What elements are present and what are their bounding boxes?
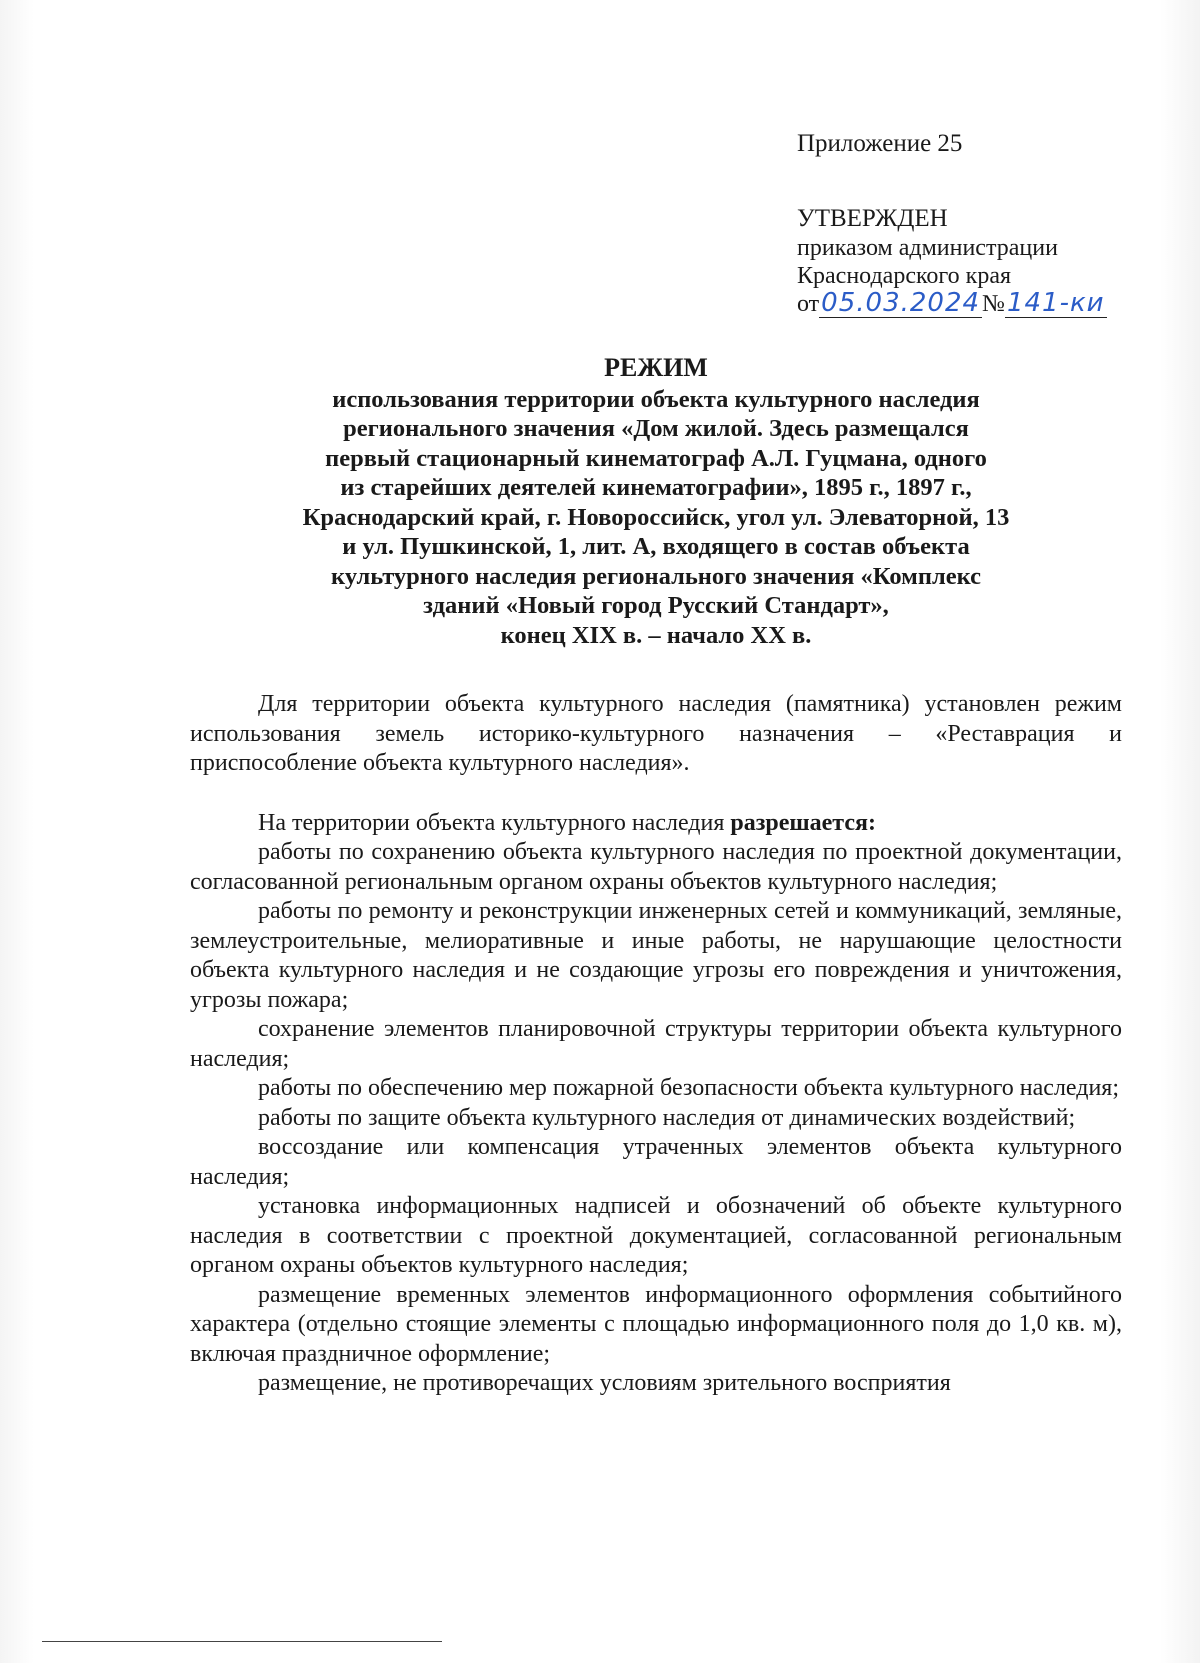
- list-item: работы по сохранению объекта культурного наследия по проектной документации, согласованной региональным органом охраны объектов культурного наследия;: [190, 839, 1122, 895]
- date-prefix: от: [797, 291, 820, 317]
- appendix-label: Приложение 25: [797, 130, 963, 157]
- title-line: из старейших деятелей кинематографии», 1895 г., 1897 г.,: [340, 474, 972, 501]
- title-line: конец XIX в. – начало XX в.: [500, 621, 812, 649]
- list-item: установка информационных надписей и обозначений об объекте культурного наследия в соответствии с проектной документацией, согласованной региональным органом охраны объектов культурного наследия;: [190, 1193, 1122, 1278]
- title-line: Краснодарский край, г. Новороссийск, угол ул. Элеваторной, 13: [302, 503, 1010, 531]
- scan-edge-right: [1160, 0, 1200, 1663]
- document-title: [190, 353, 1122, 650]
- handwritten-number: 141-ки: [1006, 288, 1105, 318]
- list-item: размещение, не противоречащих условиям зрительного восприятия: [258, 1370, 951, 1396]
- list-item: работы по ремонту и реконструкции инженерных сетей и коммуникаций, земляные, землеустроительные, мелиоративные и иные работы, не нарушающие целостности объекта культурного наследия и не создающие угрозы его повреждения и уничтожения, угрозы пожара;: [190, 898, 1122, 1013]
- footer-rule: [42, 1641, 442, 1642]
- handwritten-date: 05.03.2024: [821, 288, 981, 318]
- permit-prefix: На территории объекта культурного наследия: [258, 809, 731, 836]
- title-line: и ул. Пушкинской, 1, лит. А, входящего в состав объекта: [342, 533, 970, 560]
- order-date-line: [797, 290, 1137, 318]
- order-number-field: [1005, 290, 1107, 318]
- intro-paragraph: Для территории объекта культурного наследия (памятника) установлен режим использования земель историко-культурного назначения – «Реставрация и приспособление объекта культурного наследия».: [190, 691, 1122, 776]
- title-line: первый стационарный кинематограф А.Л. Гуцмана, одного: [325, 444, 987, 472]
- title-line: зданий «Новый город Русский Стандарт»,: [423, 592, 889, 619]
- title-heading: РЕЖИМ: [604, 353, 708, 382]
- permit-bold: разрешается:: [730, 809, 876, 836]
- approval-line-2: Краснодарского края: [797, 263, 1012, 289]
- approval-block: [797, 130, 1137, 318]
- list-item: работы по обеспечению мер пожарной безопасности объекта культурного наследия;: [258, 1075, 1120, 1101]
- list-item: сохранение элементов планировочной структуры территории объекта культурного наследия;: [190, 1016, 1122, 1072]
- list-item: воссоздание или компенсация утраченных элементов объекта культурного наследия;: [190, 1134, 1122, 1190]
- document-body: [190, 690, 1122, 1399]
- title-line: использования территории объекта культурного наследия: [332, 385, 980, 413]
- approved-label: УТВЕРЖДЕН: [797, 205, 948, 232]
- list-item: работы по защите объекта культурного наследия от динамических воздействий;: [258, 1104, 1076, 1131]
- permit-paragraph: [190, 809, 1122, 839]
- order-date-field: [819, 290, 982, 318]
- number-sign: №: [982, 291, 1005, 317]
- title-line: регионального значения «Дом жилой. Здесь размещался: [343, 415, 969, 442]
- title-line: культурного наследия регионального значения «Комплекс: [331, 562, 981, 590]
- approval-line-1: приказом администрации: [797, 235, 1058, 261]
- scan-edge-left: [0, 0, 34, 1663]
- list-item: размещение временных элементов информационного оформления событийного характера (отдельно стоящие элементы с площадью информационного поля до 1,0 кв. м), включая праздничное оформление;: [190, 1281, 1122, 1367]
